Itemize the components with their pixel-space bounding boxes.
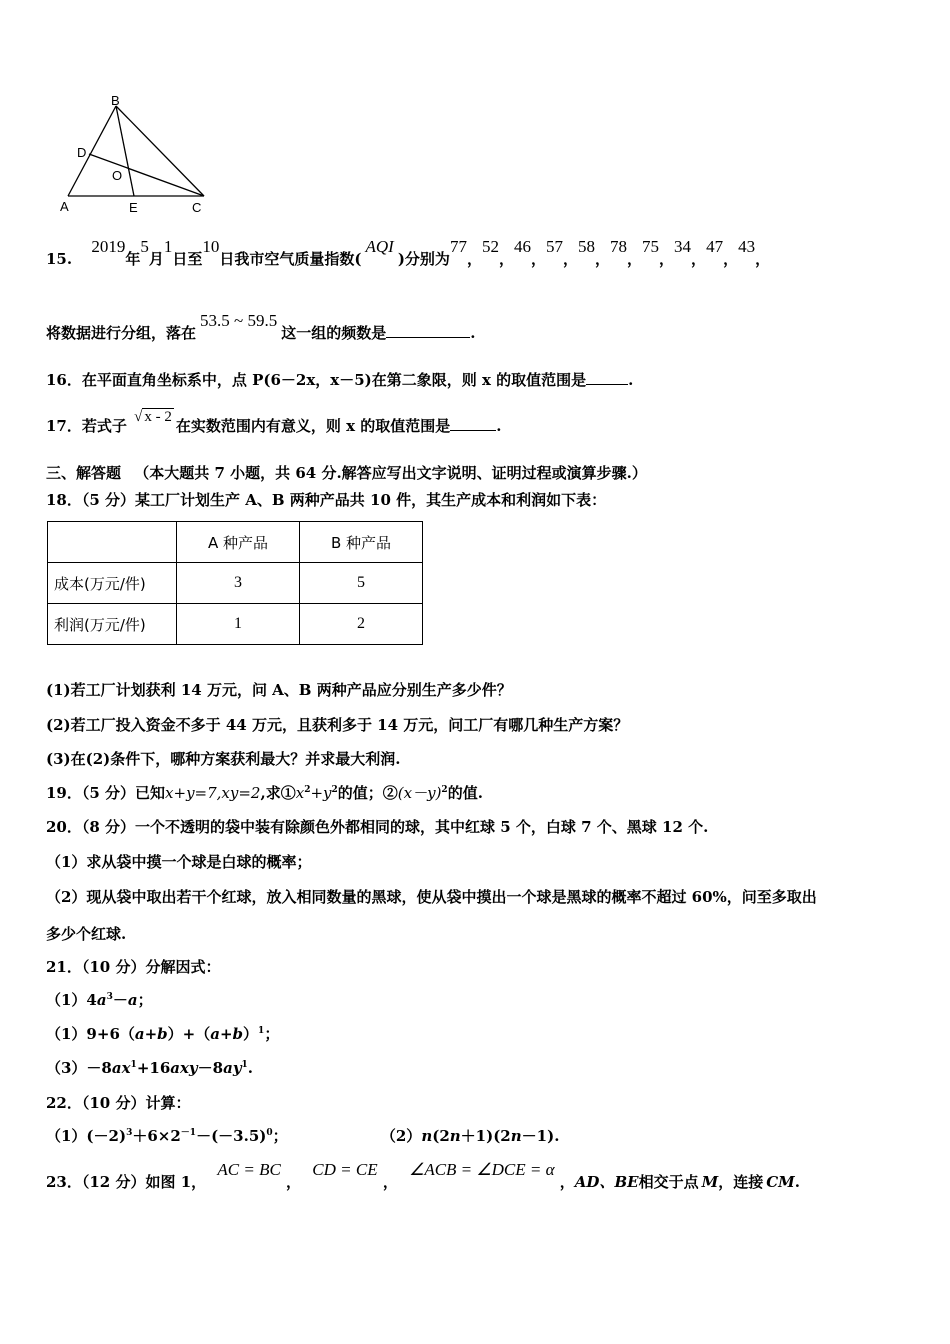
- q22-p2-group: [381, 1127, 560, 1145]
- q23: [46, 1160, 800, 1192]
- q19-condition: x+y=7,xy=2: [165, 784, 261, 802]
- q21-p3-end: .: [247, 1059, 254, 1077]
- section-3-desc: （本大题共 7 小题，共 64 分.解答应写出文字说明、证明过程或演算步骤.）: [134, 464, 647, 482]
- q17-post: 在实数范围内有意义，则 x 的取值范围是: [175, 417, 451, 435]
- q15-rizhi: 日至: [172, 250, 203, 268]
- q21-p1-minus: －: [112, 991, 128, 1009]
- q15-value: 75: [642, 237, 660, 256]
- q15-answer-blank: [386, 323, 470, 338]
- q15-end: .: [470, 324, 476, 342]
- q20-part2b: 多少个红球.: [46, 925, 127, 943]
- table-cell: 3: [177, 563, 300, 604]
- q15-day1: 1: [163, 237, 173, 256]
- table-cell: 1: [177, 604, 300, 645]
- q23-pre: 23．（12 分）如图 1，: [46, 1173, 207, 1191]
- q19-pre: 19．（5 分）已知: [46, 784, 166, 802]
- table-cell: 利润(万元/件): [48, 604, 177, 645]
- q21-p2-ab: a+b: [134, 1025, 168, 1043]
- q15-line1: 15. 2019年5月1日至10日我市空气质量指数(AQI)分别为77，52，46，57，58，78，75，34，47，43，: [46, 237, 771, 268]
- q15-value: 46: [513, 237, 531, 256]
- q21-p3-plus: +16: [136, 1059, 171, 1077]
- q16-end: .: [628, 371, 634, 389]
- q22-p2: （2）: [380, 1127, 422, 1145]
- q19-expr1-x: x: [295, 784, 305, 802]
- q23-comma: ，: [559, 1173, 575, 1191]
- q21-p3-minus: －8: [197, 1059, 224, 1077]
- q15-value: 57: [545, 237, 563, 256]
- section-3-title: 三、解答题: [46, 464, 122, 482]
- q15-text2: )分别为: [397, 250, 450, 268]
- q21-part1: [46, 990, 153, 1010]
- q21-p3-ax: ax: [111, 1059, 131, 1077]
- q15-line2-text: 将数据进行分组，落在: [46, 324, 197, 342]
- q15-value: 47: [706, 237, 724, 256]
- q23-math2: CD = CE: [312, 1160, 378, 1179]
- q22: 22．（10 分）计算：: [46, 1094, 191, 1112]
- q15-number: 15.: [46, 250, 73, 268]
- q21-p1-a2: a: [127, 991, 138, 1009]
- q15-nian: 年: [125, 250, 141, 268]
- q22-p1-b: ＋6×2: [132, 1127, 181, 1145]
- q18-part2: (2)若工厂投入资金不多于 44 万元，且获利多于 14 万元，问工厂有哪几种生产方案？: [46, 716, 629, 734]
- q17-pre: 17．若式子: [46, 417, 127, 435]
- label-b: B: [111, 94, 120, 108]
- q15-yue: 月: [148, 250, 164, 268]
- q21-part2: [46, 1024, 279, 1044]
- q18-part3: (3)在(2)条件下，哪种方案获利最大？并求最大利润.: [46, 750, 401, 768]
- q19-sup: 2: [304, 785, 311, 795]
- q21-p2-mid: ）+（: [167, 1025, 211, 1043]
- q15-line2-text-b: 这一组的频数是: [281, 324, 387, 342]
- q15-day2: 10: [202, 237, 220, 256]
- q21-p3-ay: ay: [223, 1059, 242, 1077]
- q15-range: 53.5 ~ 59.5: [200, 311, 278, 330]
- q20: 20．（8 分）一个不透明的袋中装有除颜色外都相同的球，其中红球 5 个，白球 7 个、黑球 12 个.: [46, 818, 709, 836]
- q23-cm: CM: [766, 1173, 795, 1191]
- label-d: D: [77, 145, 87, 160]
- q22-p1-end: ；: [272, 1127, 288, 1145]
- q18-part1: (1)若工厂计划获利 14 万元，问 A、B 两种产品应分别生产多少件？: [46, 681, 512, 699]
- q17-end: .: [496, 417, 502, 435]
- q15-line2: [46, 311, 476, 343]
- q16-answer-blank: [586, 370, 628, 385]
- table-header-cell: A 种产品: [177, 522, 300, 563]
- section-3-heading: [46, 463, 647, 483]
- q15-aqi: AQI: [365, 237, 394, 256]
- q15-year: 2019: [91, 237, 126, 256]
- q22-p2-c: (2: [432, 1127, 450, 1145]
- q18: [46, 490, 606, 510]
- q22-p1-sup2: －1: [180, 1128, 197, 1138]
- q21-p3-axy: axy: [170, 1059, 198, 1077]
- q22-p2-end: －1).: [521, 1127, 560, 1145]
- q22-p1-c: －(－3.5): [196, 1127, 267, 1145]
- q21-p2-ab2: a+b: [210, 1025, 244, 1043]
- label-e: E: [129, 200, 138, 215]
- q19: [46, 783, 483, 803]
- q15-month: 5: [140, 237, 149, 256]
- label-a: A: [60, 199, 69, 214]
- q19-mid: ,求①: [260, 784, 296, 802]
- q23-comma: ，: [382, 1173, 398, 1191]
- q22-p2-n: n: [421, 1127, 433, 1145]
- q19-post: 的值.: [447, 784, 483, 802]
- q20-part1: （1）求从袋中摸一个球是白球的概率；: [46, 853, 312, 871]
- q19-sup: 2: [331, 785, 338, 795]
- q19-expr2: (x－y): [397, 784, 442, 802]
- q21-p1-sup: 3: [106, 992, 113, 1002]
- q23-connect: ，连接: [718, 1173, 764, 1191]
- table-header-row: [48, 522, 423, 563]
- q23-m: M: [701, 1173, 719, 1191]
- q23-comma: ，: [286, 1173, 302, 1191]
- table-row: [48, 604, 423, 645]
- table-cell: 2: [300, 604, 423, 645]
- q17: [46, 409, 502, 437]
- q22-p1-sup: 3: [126, 1128, 133, 1138]
- q19-mid2: 的值；②: [337, 784, 398, 802]
- q19-expr1-y: +y: [310, 784, 332, 802]
- q15-text1: 日我市空气质量指数(: [219, 250, 362, 268]
- q23-ad-be: AD、BE: [574, 1173, 639, 1191]
- q21-p2-close: ）: [243, 1025, 259, 1043]
- triangle-figure: [56, 94, 216, 216]
- table-header-cell: [48, 522, 177, 563]
- q21-p1: （1）4: [46, 991, 97, 1009]
- q21-p3-sup2: 1: [241, 1060, 248, 1070]
- table-cell: 成本(万元/件): [48, 563, 177, 604]
- q22-p2-n2: n: [449, 1127, 461, 1145]
- label-o: O: [112, 168, 123, 183]
- label-c: C: [192, 200, 202, 215]
- q21-p2-sup: 1: [258, 1026, 265, 1036]
- q16: [46, 370, 633, 390]
- q21-p2: （1）9+6（: [46, 1025, 135, 1043]
- q21-p3-sup: 1: [130, 1060, 137, 1070]
- q22-p1-sup3: 0: [266, 1128, 273, 1138]
- q18-text: 18．（5 分）某工厂计划生产 A、B 两种产品共 10 件，其生产成本和利润如下表：: [46, 491, 607, 509]
- q23-math1: AC = BC: [217, 1160, 281, 1179]
- q15-value: 34: [674, 237, 692, 256]
- q22-p2-e: ＋1)(2: [460, 1127, 511, 1145]
- q17-answer-blank: [450, 416, 496, 431]
- q22-parts: [46, 1126, 559, 1146]
- table-header-cell: B 种产品: [300, 522, 423, 563]
- cost-profit-table: [47, 521, 423, 645]
- q23-intersect: 相交于点: [638, 1173, 699, 1191]
- sqrt-expression: √ x - 2: [134, 409, 172, 425]
- table-row: [48, 563, 423, 604]
- q17-radicand: x - 2: [144, 409, 172, 425]
- q21-p3: （3）－8: [46, 1059, 112, 1077]
- q16-text: 16．在平面直角坐标系中，点 P(6－2x，x－5)在第二象限，则 x 的取值范围是: [46, 371, 587, 389]
- q21-p2-end: ；: [264, 1025, 280, 1043]
- q15-value: 58: [578, 237, 595, 256]
- q22-p2-n3: n: [510, 1127, 522, 1145]
- q19-sup: 2: [441, 785, 448, 795]
- q15-value: 43: [738, 237, 756, 256]
- q15-value: 78: [610, 237, 628, 256]
- q21: 21．（10 分）分解因式：: [46, 958, 221, 976]
- q21-part3: [46, 1058, 253, 1078]
- q21-p1-a: a: [96, 991, 107, 1009]
- q20-part2a: （2）现从袋中取出若干个红球，放入相同数量的黑球，使从袋中摸出一个球是黑球的概率不超过 60%，问至多取出: [46, 888, 817, 906]
- q23-math3: ∠ACB = ∠DCE = α: [409, 1160, 555, 1179]
- q15-value: 77: [449, 237, 467, 256]
- q15-value: 52: [481, 237, 499, 256]
- table-cell: 5: [300, 563, 423, 604]
- q21-p1-end: ；: [137, 991, 153, 1009]
- q22-p1: （1）(－2): [46, 1127, 127, 1145]
- q23-end: .: [794, 1173, 800, 1191]
